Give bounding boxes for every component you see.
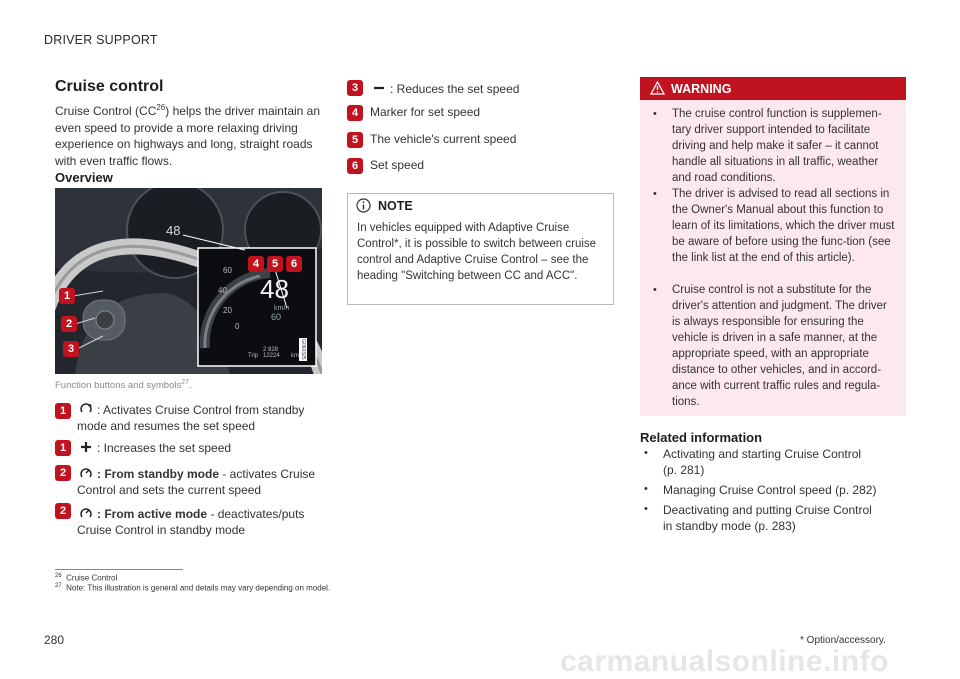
footnote-27 (55, 583, 330, 593)
page-title: Cruise control (55, 78, 164, 95)
item-active-deactivate (77, 506, 325, 538)
gauge-label-40: 40 (218, 286, 227, 295)
option-accessory-note: * Option/accessory. (800, 635, 886, 646)
figure-caption (55, 379, 192, 391)
inset-current-speed: 48 (260, 274, 289, 304)
item-badge-2b: 2 (55, 503, 71, 519)
warning-bullet-1-dot: • (653, 108, 657, 120)
overview-heading: Overview (55, 170, 113, 185)
gauge-label-60: 60 (223, 266, 232, 275)
figure-marker-2: 2 (61, 316, 77, 332)
caption-text: Function buttons and symbols (55, 380, 182, 392)
intro-text-start: Cruise Control (CC (55, 104, 157, 118)
plus-icon (79, 441, 93, 453)
intro-paragraph (55, 100, 323, 169)
item-badge-4: 4 (347, 105, 363, 121)
inset-speed-unit: km/h (274, 305, 290, 312)
warning-triangle-icon (650, 81, 665, 95)
warning-bullet-3: Cruise control is not a substitute for the driver's attention and judgment. The driver is always responsible for ensuring the vehicle is driven in a safe manner, at the appropriate speed, with an appropriate distance to other vehicles, and in accord-ance with current traffic rules and regula-tions. (672, 284, 887, 408)
related-bullet-3-dot: • (644, 503, 648, 515)
running-header: DRIVER SUPPORT (44, 33, 158, 47)
warning-bullet-3-dot: • (653, 284, 657, 296)
item-resume-text: : Activates Cruise Control from standby mode and resumes the set speed (77, 403, 305, 433)
cluster-speed-readout: 48 (166, 223, 181, 238)
warning-bullet-1: The cruise control function is supplemen-tary driver support intended to facilitate driving and help make it safer – it cannot handle all situations in all traffic, weather and road conditions. (672, 108, 882, 184)
caption-end: . (189, 380, 192, 392)
item-badge-5: 5 (347, 132, 363, 148)
inset-set-speed: 60 (271, 312, 282, 322)
related-link-deactivating[interactable]: Deactivating and putting Cruise Control in standby mode (p. 283) (663, 503, 872, 533)
item-set-speed: Set speed (370, 158, 425, 172)
item-active-label: : From active mode (97, 507, 208, 521)
footnote-26-number: 26 (55, 573, 62, 579)
footnote-27-text: Note: This illustration is general and details may vary depending on model. (66, 583, 331, 593)
item-reduce (370, 81, 610, 97)
gauge-label-20: 20 (223, 306, 232, 315)
footnote-26-text: Cruise Control (66, 573, 118, 583)
info-icon (356, 198, 371, 213)
trip-label: Trip (248, 353, 259, 359)
image-code: G060325 (300, 339, 306, 360)
item-marker-set-speed: Marker for set speed (370, 105, 481, 119)
cruise-icon (79, 467, 93, 479)
related-info-heading: Related information (640, 430, 763, 445)
related-bullet-2-dot: • (644, 483, 648, 495)
trip-readout: 2 828 (263, 347, 279, 353)
cruise-control-illustration (55, 188, 322, 374)
footnote-divider (55, 569, 183, 570)
footnote-27-number: 27 (55, 583, 62, 589)
item-badge-3: 3 (347, 80, 363, 96)
item-badge-1b: 1 (55, 440, 71, 456)
footnote-ref-27[interactable]: 27 (181, 379, 190, 386)
note-text: In vehicles equipped with Adaptive Cruise Control*, it is possible to switch between cruise control and Adaptive Cruise Control – see the heading "Switching between CC and ACC". (357, 222, 597, 282)
item-badge-6: 6 (347, 158, 363, 174)
cruise-icon (79, 507, 93, 519)
cruise-resume-icon (79, 403, 93, 415)
footnote-ref-26[interactable]: 26 (156, 103, 166, 112)
item-standby-text: - activates Cruise Control and sets the current speed (77, 467, 316, 497)
figure-marker-6: 6 (286, 256, 302, 272)
gauge-label-0: 0 (235, 322, 240, 331)
figure-marker-1: 1 (59, 288, 75, 304)
figure-marker-5: 5 (267, 256, 283, 272)
item-current-speed: The vehicle's current speed (370, 132, 517, 146)
item-badge-1a: 1 (55, 403, 71, 419)
item-badge-2a: 2 (55, 465, 71, 481)
warning-bullet-2-dot: • (653, 188, 657, 200)
item-increase-text: : Increases the set speed (97, 441, 232, 455)
odometer-unit: km (291, 353, 299, 359)
item-reduce-text: : Reduces the set speed (390, 82, 520, 96)
item-increase (77, 440, 325, 456)
minus-icon (372, 82, 386, 94)
page-number: 280 (44, 633, 65, 647)
item-active-text: - deactivates/puts Cruise Control in standby mode (77, 507, 305, 537)
related-bullet-1-dot: • (644, 447, 648, 459)
item-standby-label: : From standby mode (97, 467, 220, 481)
item-standby-activate (77, 466, 325, 498)
warning-title: WARNING (671, 82, 732, 96)
note-title: NOTE (378, 199, 413, 213)
related-link-activating[interactable]: Activating and starting Cruise Control (p. 281) (663, 447, 862, 477)
watermark: carmanualsonline.info (560, 645, 889, 678)
warning-bullet-2: The driver is advised to read all sections in the Owner's Manual about this function to learn of its limitations, which the driver must be aware of before using the func-tion (see the link list at the end of this article). (672, 188, 895, 264)
related-link-managing-speed[interactable]: Managing Cruise Control speed (p. 282) (663, 483, 877, 497)
figure-marker-4: 4 (248, 256, 264, 272)
odometer-readout: 12224 (263, 353, 280, 359)
intro-text-end: ) helps the driver maintain an even speed to provide a more relaxing driving experience on highways and long, straight roads with even traffic flows. (55, 104, 321, 168)
figure-marker-3: 3 (63, 341, 79, 357)
item-resume (77, 402, 325, 434)
footnote-26 (55, 573, 117, 583)
